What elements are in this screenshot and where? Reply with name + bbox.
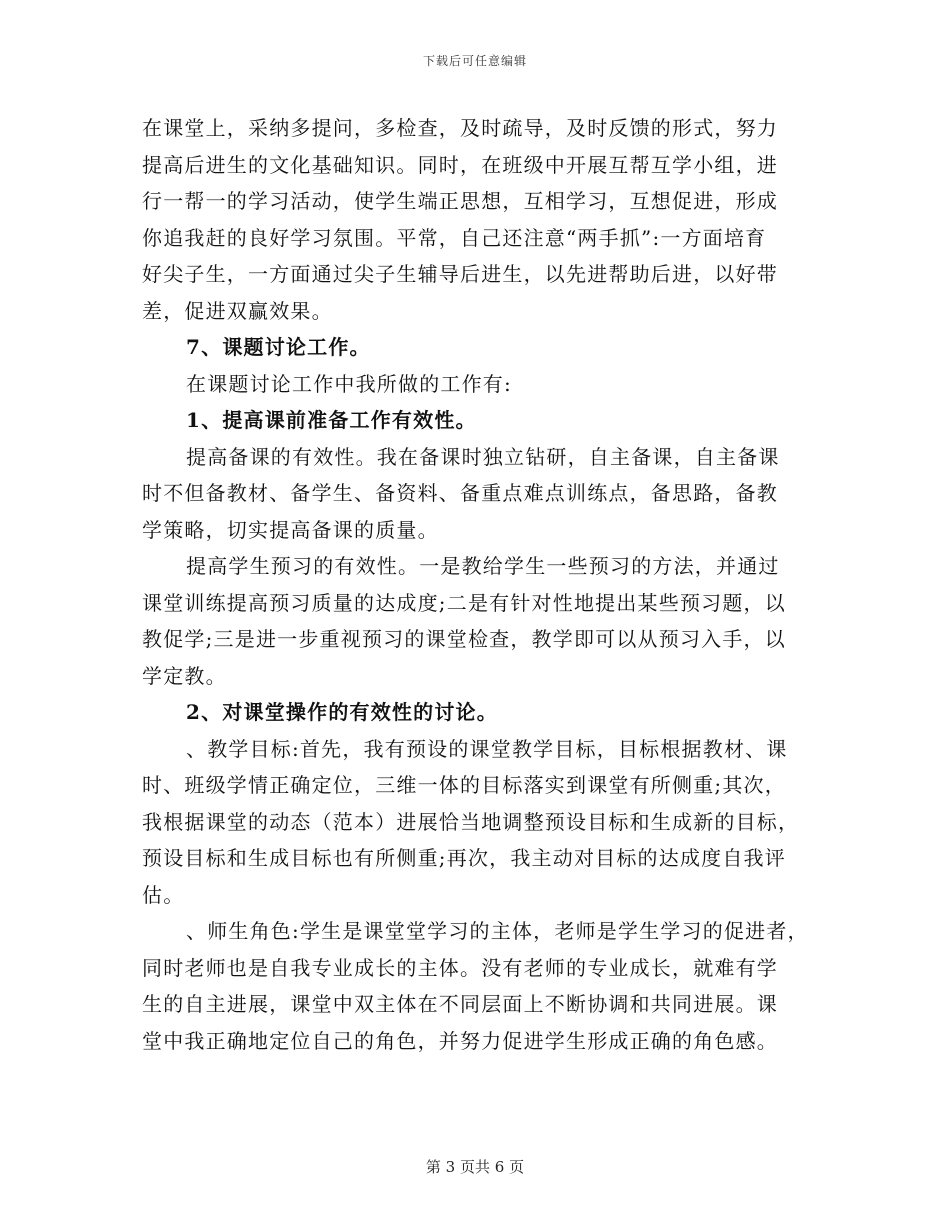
paragraph-line: 提高学生预习的有效性。一是教给学生一些预习的方法，并通过 [186, 554, 780, 578]
paragraph-line: 同时老师也是自我专业成长的主体。没有老师的专业成长，就难有学 [142, 955, 778, 980]
paragraph-line: 提高后进生的文化基础知识。同时，在班级中开展互帮互学小组，进 [142, 152, 778, 177]
paragraph-line: 行一帮一的学习活动，使学生端正思想，互相学习，互想促进，形成 [142, 189, 778, 213]
page-footer: 第 3 页共 6 页 [425, 1158, 525, 1176]
paragraph-line: 你追我赶的良好学习氛围。平常，自己还注意“两手抓”:一方面培育 [142, 225, 767, 250]
paragraph-line: 我根据课堂的动态（范本）进展恰当地调整预设目标和生成新的目标， [142, 809, 800, 834]
paragraph-line: 堂中我正确地定位自己的角色，并努力促进学生形成正确的角色感。 [142, 1028, 778, 1053]
paragraph-line: 生的自主进展，课堂中双主体在不同层面上不断协调和共同进展。课 [142, 992, 778, 1016]
paragraph-line: 教促学;三是进一步重视预习的课堂检查，教学即可以从预习入手，以 [142, 627, 786, 651]
paragraph-line: 、师生角色:学生是课堂堂学习的主体，老师是学生学习的促进者， [186, 919, 809, 943]
paragraph-line: 时、班级学情正确定位，三维一体的目标落实到课堂有所侧重;其次， [142, 773, 786, 797]
paragraph-line: 课堂训练提高预习质量的达成度;二是有针对性地提出某些预习题，以 [142, 590, 786, 615]
paragraph-line: 提高备课的有效性。我在备课时独立钻研，自主备课，自主备课 [186, 444, 780, 469]
section-heading: 7、课题讨论工作。 [186, 335, 371, 359]
document-body [142, 110, 812, 1059]
paragraph-line: 时不但备教材、备学生、备资料、备重点难点训练点，备思路，备教 [142, 481, 778, 505]
paragraph-line: 、教学目标:首先，我有预设的课堂教学目标，目标根据教材、课 [186, 736, 788, 761]
paragraph-line: 预设目标和生成目标也有所侧重;再次，我主动对目标的达成度自我评 [142, 846, 786, 870]
paragraph-line: 在课题讨论工作中我所做的工作有: [186, 371, 512, 396]
paragraph-line: 学定教。 [142, 663, 227, 688]
paragraph-line: 估。 [142, 882, 185, 907]
paragraph-line: 差，促进双赢效果。 [142, 298, 333, 323]
paragraph-line: 学策略，切实提高备课的质量。 [142, 517, 439, 542]
page-header: 下载后可任意编辑 [422, 54, 527, 68]
subsection-heading: 1、提高课前准备工作有效性。 [186, 408, 477, 432]
paragraph-line: 好尖子生，一方面通过尖子生辅导后进生，以先进帮助后进，以好带 [142, 262, 778, 286]
subsection-heading: 2、对课堂操作的有效性的讨论。 [186, 700, 498, 724]
paragraph-line: 在课堂上，采纳多提问，多检查，及时疏导，及时反馈的形式，努力 [142, 116, 778, 140]
